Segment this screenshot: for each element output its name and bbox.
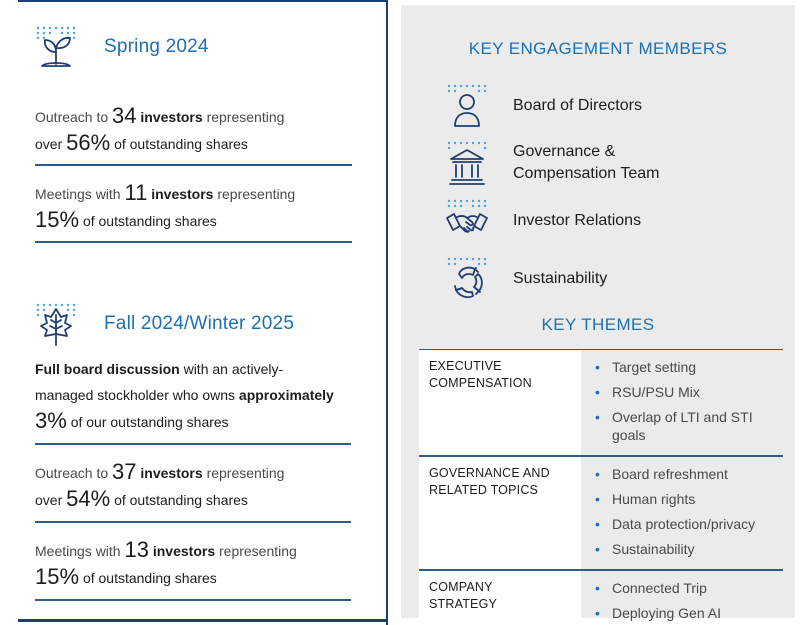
divider — [18, 619, 388, 622]
spring-outreach-stat: Outreach to 34 investors representing over 56% of outstanding shares — [35, 103, 285, 155]
theme-category: EXECUTIVE COMPENSATION — [419, 350, 581, 455]
theme-items — [581, 350, 783, 455]
table-row — [419, 571, 783, 625]
list-item: • Sustainability — [595, 540, 783, 558]
member-investor-relations — [445, 198, 641, 244]
table-row — [419, 457, 783, 571]
member-label: Sustainability — [513, 270, 608, 287]
divider — [35, 164, 352, 166]
member-sustainability — [445, 256, 607, 302]
member-label: Investor Relations — [513, 212, 642, 229]
engagement-members-panel — [401, 5, 795, 621]
divider — [386, 0, 388, 625]
season-spring-header — [34, 24, 209, 70]
list-item: • RSU/PSU Mix — [595, 383, 783, 401]
fall-outreach-stat: Outreach to 37 investors representing over 54% of outstanding shares — [35, 459, 285, 511]
divider — [35, 599, 351, 601]
member-label: Board of Directors — [513, 97, 642, 114]
list-item: • Overlap of LTI and STI goals — [595, 408, 783, 444]
list-item: • Data protection/privacy — [595, 515, 783, 533]
spring-meetings-stat: Meetings with 11 investors representing 15% of outstanding shares — [35, 180, 296, 232]
list-item: • Target setting — [595, 358, 783, 376]
member-board — [445, 83, 642, 129]
list-item: • Deploying Gen AI — [595, 604, 783, 622]
list-item: • Connected Trip — [595, 579, 783, 597]
list-item: • Board refreshment — [595, 465, 783, 483]
member-governance — [445, 140, 659, 186]
divider — [35, 521, 351, 523]
table-row — [419, 349, 783, 457]
fall-board-discussion: Full board discussion with an actively- managed stockholder who owns approximately 3% of our outstanding shares — [35, 361, 334, 433]
members-heading: KEY ENGAGEMENT MEMBERS — [468, 39, 728, 58]
season-fall-header — [34, 301, 294, 347]
building-icon — [445, 140, 489, 186]
themes-heading: KEY THEMES — [541, 315, 655, 334]
person-icon — [445, 83, 489, 129]
fall-meetings-stat: Meetings with 13 investors representing 15% of outstanding shares — [35, 537, 297, 589]
themes-table — [419, 349, 783, 625]
theme-items — [581, 457, 783, 569]
engagement-timeline-panel — [18, 0, 388, 625]
theme-items — [581, 571, 783, 625]
list-item: • Human rights — [595, 490, 783, 508]
divider — [35, 443, 351, 445]
divider — [18, 0, 388, 2]
season-title: Fall 2024/Winter 2025 — [104, 313, 295, 334]
member-label: Governance & Compensation Team — [513, 143, 660, 182]
season-title: Spring 2024 — [104, 36, 209, 57]
sprout-icon — [34, 24, 78, 70]
recycle-leaf-icon — [445, 256, 489, 302]
divider — [35, 241, 352, 243]
handshake-icon — [445, 198, 489, 244]
theme-category: COMPANY STRATEGY — [419, 571, 581, 625]
theme-category: GOVERNANCE AND RELATED TOPICS — [419, 457, 581, 569]
leaf-icon — [34, 301, 78, 347]
